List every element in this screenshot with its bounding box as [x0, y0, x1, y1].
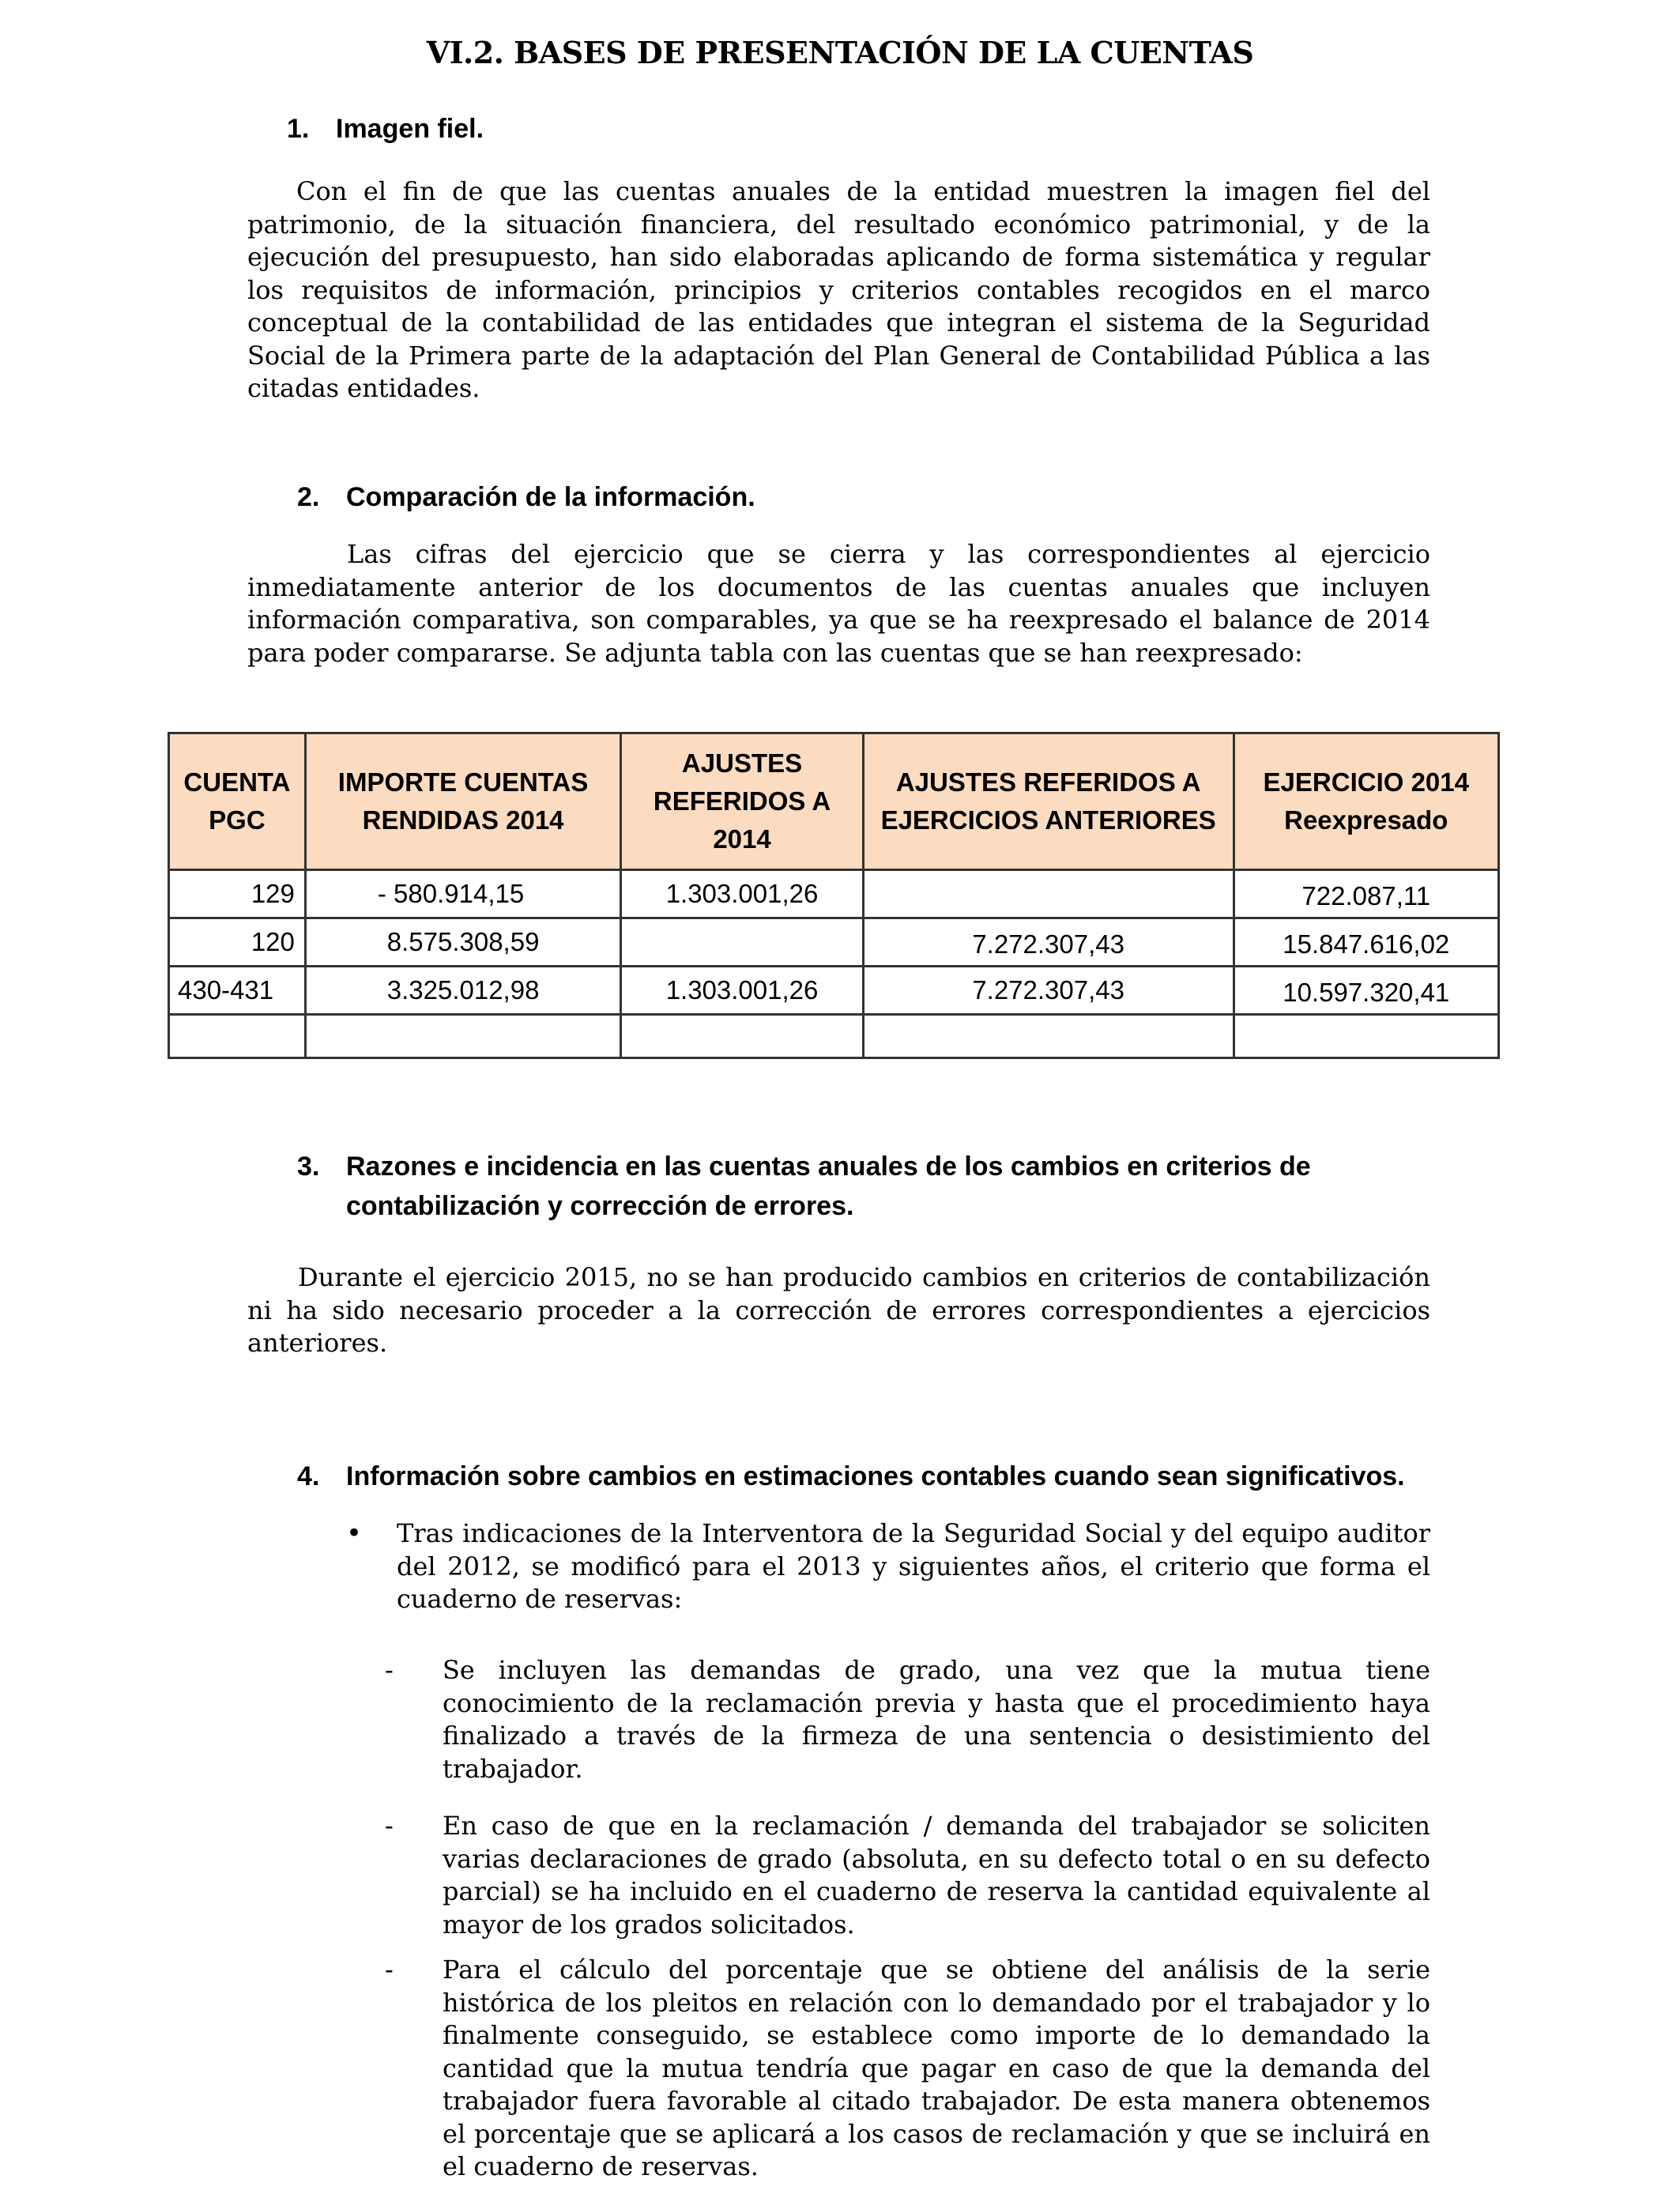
dash-icon: - — [385, 1655, 394, 1685]
cell-ajustes-anteriores: 7.272.307,43 — [863, 967, 1234, 1015]
section-title: Información sobre cambios en estimaciones contables cuando sean significativos. — [346, 1461, 1405, 1491]
section-2-heading — [297, 477, 755, 517]
section-title: Comparación de la información. — [346, 482, 755, 512]
section-4-bullet: Tras indicaciones de la Interventora de la Seguridad Social y del equipo auditor del 2012, se modificó para el 2013 y siguientes años, el criterio que forma el cuaderno de reservas: — [397, 1518, 1430, 1614]
section-title: Razones e incidencia en las cuentas anuales de los cambios en criterios de contabilización y corrección de errores. — [346, 1152, 1311, 1221]
section-1-heading — [287, 109, 484, 149]
cell-importe: 8.575.308,59 — [305, 918, 620, 967]
dash-icon: - — [385, 1811, 394, 1841]
section-1-paragraph: Con el fin de que las cuentas anuales de la entidad muestren la imagen fiel del patrimonio, de la situación financiera, del resultado económico patrimonial, y de la ejecución del presupuesto, han sido elaboradas aplicando de forma sistemática y regular los requisitos de información, principios y criterios contables recogidos en el marco conceptual de la contabilidad de las entidades que integran el sistema de la Seguridad Social de la Primera parte de la adaptación del Plan General de Contabilidad Pública a las citadas entidades. — [247, 176, 1430, 403]
section-number: 1. — [287, 114, 310, 144]
section-number: 4. — [297, 1461, 320, 1491]
header-importe-cuentas-rendidas: IMPORTE CUENTAS RENDIDAS 2014 — [305, 733, 620, 870]
dash-item: En caso de que en la reclamación / demanda del trabajador se soliciten varias declaraciones de grado (absoluta, en su defecto total o en su defecto parcial) se ha incluido en el cuaderno de reserva la cantidad equivalente al mayor de los grados solicitados. — [443, 1811, 1430, 1940]
cell-reexpresado: 15.847.616,02 — [1234, 918, 1498, 967]
restated-accounts-table — [168, 732, 1500, 1059]
cell-ajustes-anteriores — [863, 1015, 1234, 1058]
header-ajustes-referidos-2014: AJUSTES REFERIDOS A 2014 — [621, 733, 864, 870]
table-row — [169, 1015, 1499, 1058]
cell-reexpresado: 722.087,11 — [1234, 870, 1498, 918]
cell-ajustes-2014: 1.303.001,26 — [621, 967, 864, 1015]
cell-cuenta — [169, 1015, 306, 1058]
header-ejercicio-2014-reexpresado: EJERCICIO 2014 Reexpresado — [1234, 733, 1498, 870]
header-ajustes-ejercicios-anteriores: AJUSTES REFERIDOS A EJERCICIOS ANTERIORES — [863, 733, 1234, 870]
cell-ajustes-anteriores — [863, 870, 1234, 918]
cell-ajustes-anteriores: 7.272.307,43 — [863, 918, 1234, 967]
cell-cuenta: 129 — [169, 870, 306, 918]
page-title: VI.2. BASES DE PRESENTACIÓN DE LA CUENTAS — [426, 35, 1254, 70]
section-4-heading — [297, 1457, 1405, 1496]
dash-icon: - — [385, 1955, 394, 1985]
cell-importe — [305, 1015, 620, 1058]
section-2-paragraph: Las cifras del ejercicio que se cierra y las correspondientes al ejercicio inmediatamente anterior de los documentos de las cuentas anuales que incluyen información comparativa, son comparables, ya que se ha reexpresado el balance de 2014 para poder compararse. Se adjunta tabla con las cuentas que se han reexpresado: — [247, 539, 1430, 668]
cell-reexpresado: 10.597.320,41 — [1234, 967, 1498, 1015]
section-number: 3. — [297, 1152, 320, 1182]
header-cuenta-pgc: CUENTA PGC — [169, 733, 306, 870]
section-number: 2. — [297, 482, 320, 512]
dash-item: Para el cálculo del porcentaje que se obtiene del análisis de la serie histórica de los pleitos en relación con lo demandado por el trabajador y lo finalmente conseguido, se establece como importe de lo demandado la cantidad que la mutua tendría que pagar en caso de que la demanda del trabajador fuera favorable al citado trabajador. De esta manera obtenemos el porcentaje que se aplicará a los casos de reclamación y que se incluirá en el cuaderno de reservas. — [443, 1955, 1430, 2181]
cell-ajustes-2014 — [621, 1015, 864, 1058]
section-3-paragraph: Durante el ejercicio 2015, no se han producido cambios en criterios de contabilización ni ha sido necesario proceder a la corrección de errores correspondientes a ejercicios anteriores. — [247, 1262, 1430, 1358]
section-3-heading — [297, 1147, 1372, 1226]
table-row — [169, 918, 1499, 967]
cell-ajustes-2014 — [621, 918, 864, 967]
cell-importe: - 580.914,15 — [305, 870, 620, 918]
dash-item: Se incluyen las demandas de grado, una vez que la mutua tiene conocimiento de la reclamación previa y hasta que el procedimiento haya finalizado a través de la firmeza de una sentencia o desistimiento del trabajador. — [443, 1655, 1430, 1784]
cell-reexpresado — [1234, 1015, 1498, 1058]
table-row — [169, 870, 1499, 918]
cell-cuenta: 120 — [169, 918, 306, 967]
cell-cuenta: 430-431 — [169, 967, 306, 1015]
section-title: Imagen fiel. — [336, 114, 484, 144]
table-row — [169, 967, 1499, 1015]
table-header-row — [169, 733, 1499, 870]
bullet-icon: • — [346, 1517, 363, 1549]
cell-importe: 3.325.012,98 — [305, 967, 620, 1015]
cell-ajustes-2014: 1.303.001,26 — [621, 870, 864, 918]
